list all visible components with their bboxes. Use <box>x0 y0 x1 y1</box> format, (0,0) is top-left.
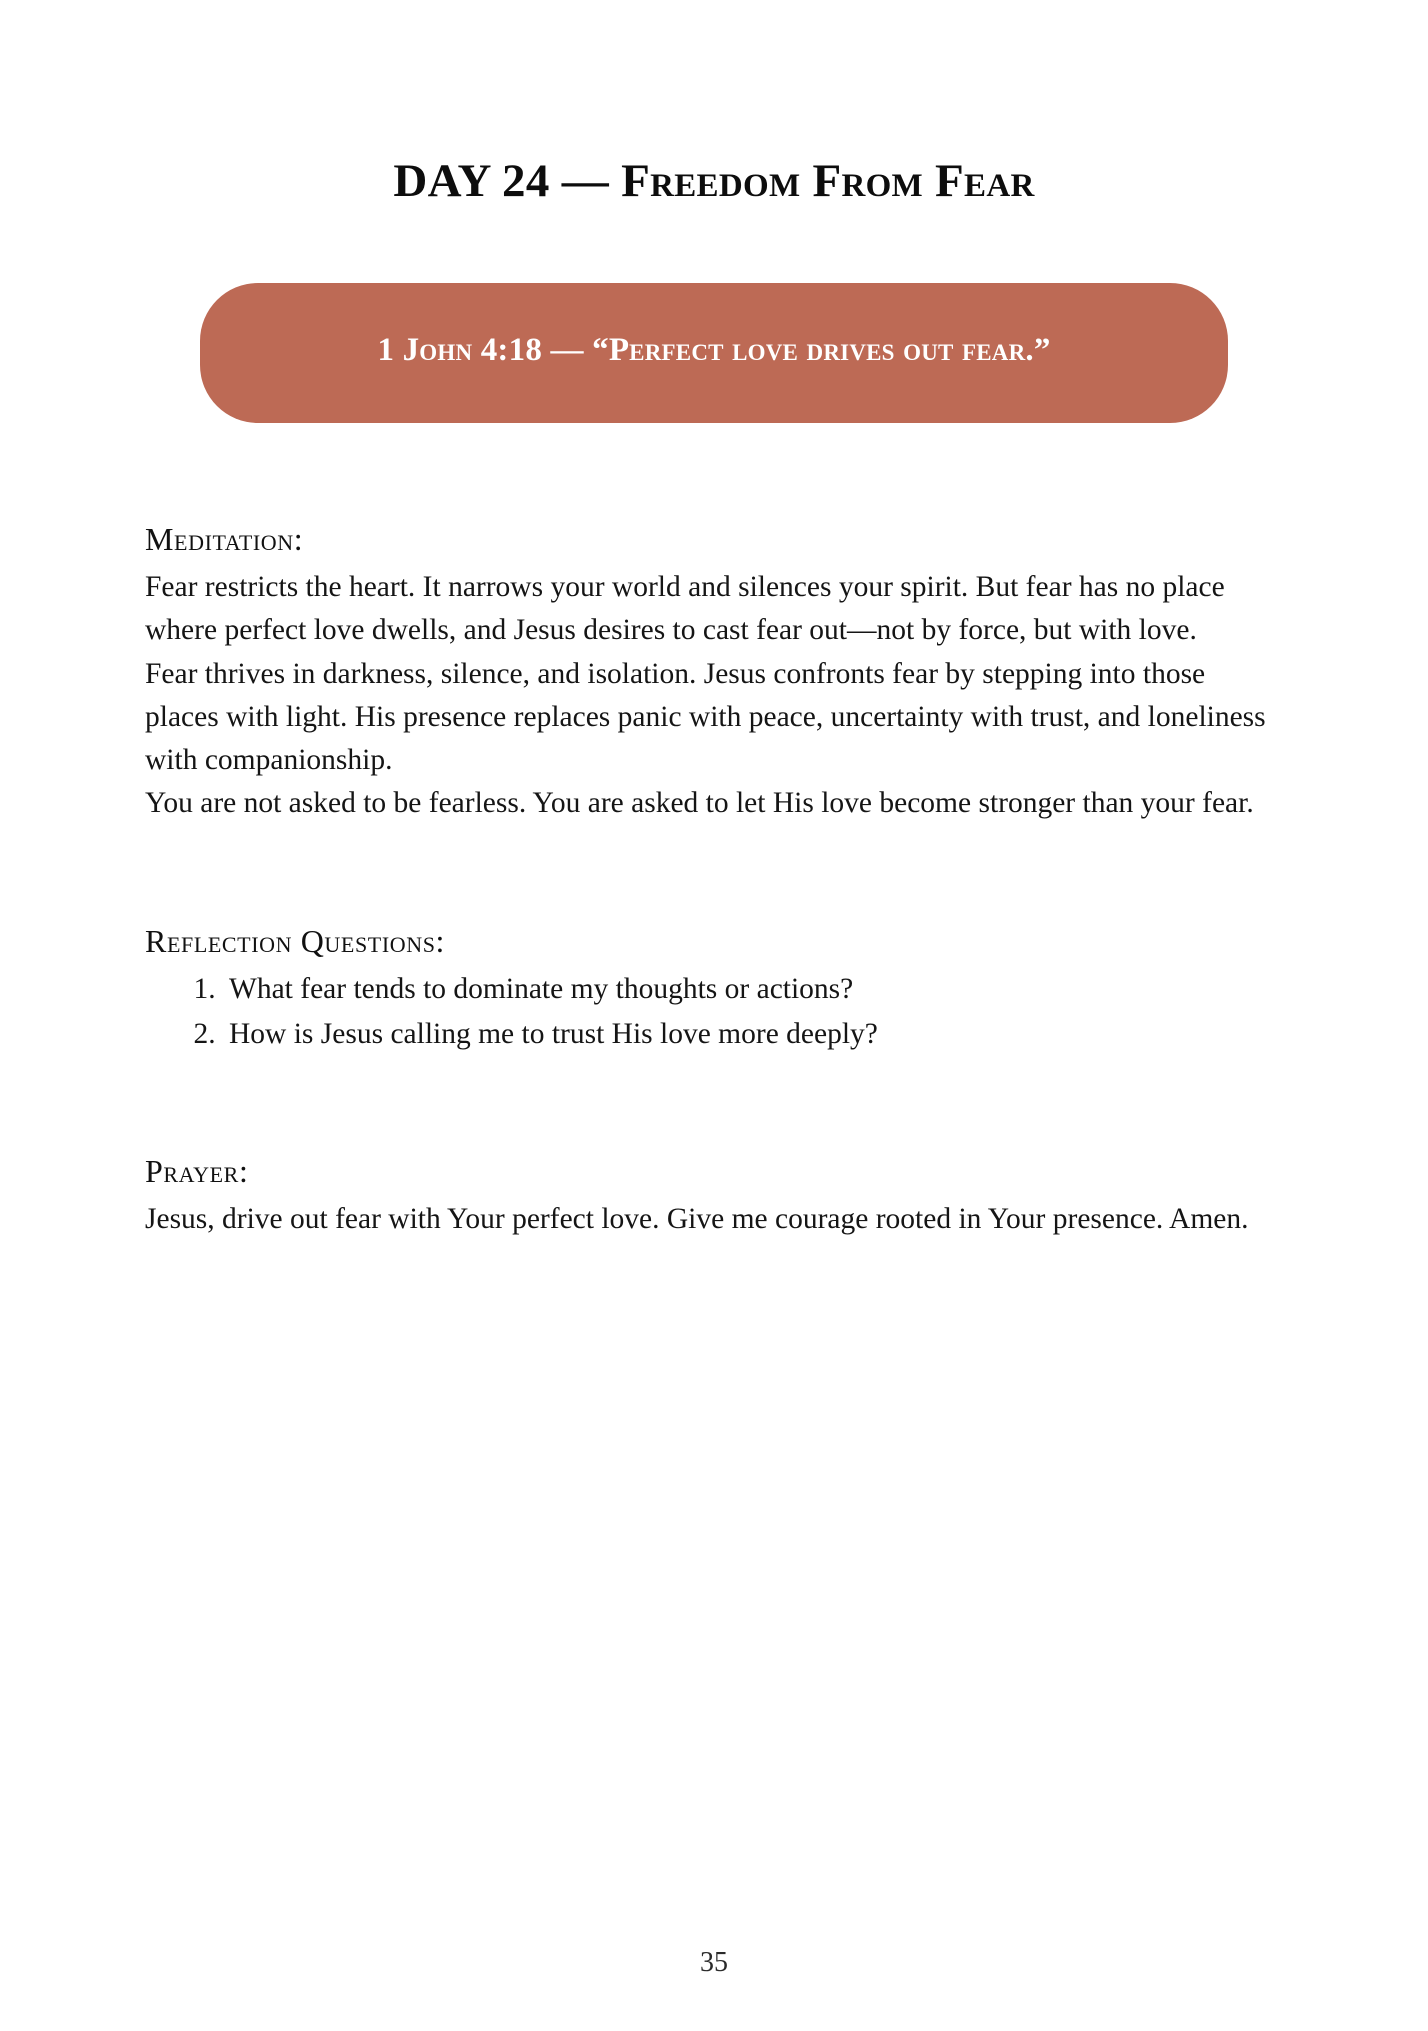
reflection-heading: Reflection Questions: <box>145 922 446 959</box>
page-title <box>145 31 1283 206</box>
list-item: 2. How is Jesus calling me to trust His love more deeply? <box>223 1013 1283 1056</box>
verse-banner-text: 1 John 4:18 — “Perfect love drives out fear.” <box>377 332 1051 369</box>
meditation-heading: Meditation: <box>145 520 304 557</box>
meditation-section <box>145 519 1283 825</box>
meditation-paragraph: You are not asked to be fearless. You are asked to let His love become stronger than your fear. <box>145 786 1254 819</box>
section-spacer <box>145 825 1283 921</box>
prayer-heading: Prayer: <box>145 1152 249 1189</box>
document-page <box>0 31 1428 2031</box>
list-item: 1. What fear tends to dominate my thoughts or actions? <box>223 968 1283 1011</box>
prayer-text: Jesus, drive out fear with Your perfect love. Give me courage rooted in Your presence. Amen. <box>145 1203 1249 1236</box>
page-content <box>145 519 1283 1241</box>
reflection-section <box>145 921 1283 1057</box>
page-number: 35 <box>700 1947 728 1979</box>
verse-banner <box>200 283 1228 423</box>
page-title-topic: Freedom From Fear <box>621 155 1035 208</box>
page-title-separator: — <box>549 155 622 208</box>
meditation-paragraph: Fear thrives in darkness, silence, and isolation. Jesus confronts fear by stepping into those places with light. His presence replaces panic with peace, uncertainty with trust, and loneliness with companionship. <box>145 657 1266 776</box>
page-title-day: DAY 24 <box>393 155 550 208</box>
section-spacer <box>145 1059 1283 1151</box>
meditation-paragraph: Fear restricts the heart. It narrows your world and silences your spirit. But fear has no place where perfect love dwells, and Jesus desires to cast fear out—not by force, but with love. <box>145 571 1225 647</box>
prayer-section <box>145 1151 1283 1242</box>
reflection-question-list <box>145 968 1283 1056</box>
